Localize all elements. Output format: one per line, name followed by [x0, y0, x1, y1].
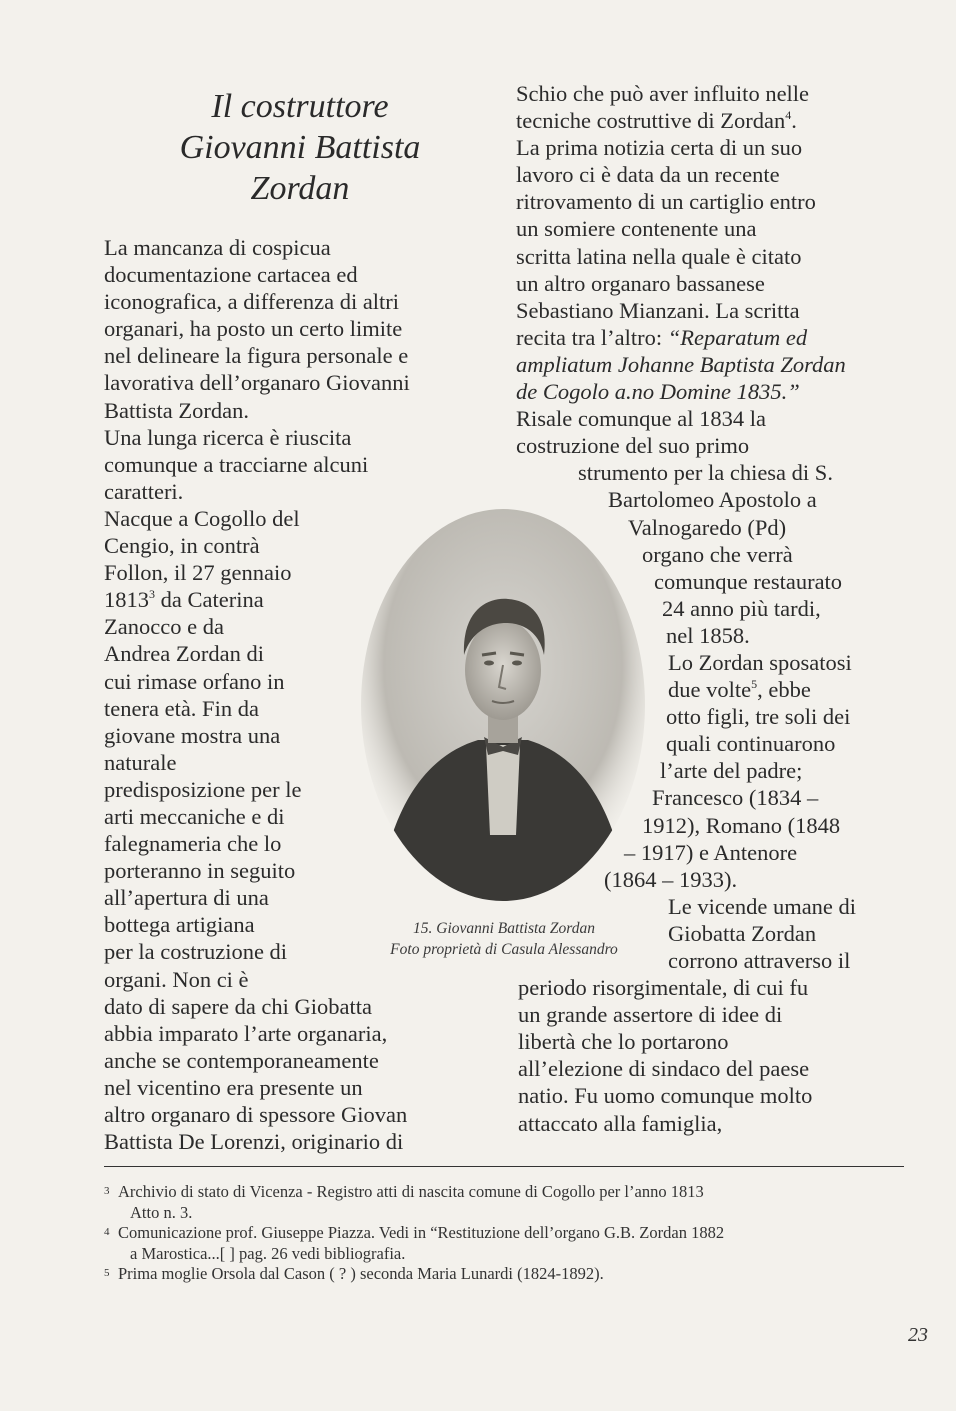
- text-line: Risale comunque al 1834 la: [516, 406, 766, 432]
- footnote-text: Archivio di stato di Vicenza - Registro atti di nascita comune di Cogollo per l’anno 1813: [118, 1182, 704, 1201]
- text-line: periodo risorgimentale, di cui fu: [518, 975, 809, 1001]
- text-line: – 1917) e Antenore: [624, 839, 798, 865]
- text-line: nel 1858.: [666, 622, 750, 648]
- chapter-title: [120, 86, 480, 209]
- text-line: comunque a tracciarne alcuni: [104, 451, 369, 477]
- text-fragment: 1813: [104, 587, 149, 613]
- text-line: organari, ha posto un certo limite: [104, 316, 403, 342]
- text-line: un altro organaro bassanese: [516, 270, 765, 296]
- caption-credit: Foto proprietà di Casula Alessandro: [390, 941, 618, 958]
- latin-quote: “Reparatum ed: [667, 324, 808, 350]
- text-line: dato di sapere da chi Giobatta: [104, 993, 373, 1019]
- text-line: Le vicende umane di: [668, 893, 857, 919]
- footnote: [104, 1264, 904, 1285]
- title-line: Zordan: [250, 170, 350, 207]
- text-line: comunque restaurato: [654, 568, 843, 594]
- text-line: natio. Fu uomo comunque molto: [518, 1083, 813, 1109]
- text-line: falegnameria che lo: [104, 831, 282, 857]
- footnote-number: 4: [104, 1226, 110, 1238]
- text-line: all’elezione di sindaco del paese: [518, 1056, 810, 1082]
- text-line: Sebastiano Mianzani. La scritta: [516, 297, 800, 323]
- text-line: 1912), Romano (1848: [642, 812, 841, 838]
- footnote-divider: [104, 1166, 904, 1167]
- footnote-ref: 3: [149, 587, 155, 602]
- footnote-text: a Marostica...[ ] pag. 26 vedi bibliografia.: [130, 1243, 406, 1263]
- text-line: bottega artigiana: [104, 912, 255, 938]
- text-line: Una lunga ricerca è riuscita: [104, 424, 352, 450]
- footnote-text: Atto n. 3.: [130, 1202, 193, 1222]
- text-line: Cengio, in contrà: [104, 533, 260, 559]
- text-fragment: , ebbe: [757, 677, 811, 703]
- footnote-ref: 4: [785, 108, 792, 123]
- text-line: attaccato alla famiglia,: [518, 1110, 723, 1136]
- text-line: Schio che può aver influito nelle: [516, 81, 810, 106]
- text-line: quali continuarono: [666, 731, 836, 757]
- latin-quote: de Cogolo a.no Domine 1835.”: [516, 379, 800, 405]
- text-line: Bartolomeo Apostolo a: [608, 487, 817, 513]
- text-line: per la costruzione di: [104, 939, 288, 965]
- caption-title: 15. Giovanni Battista Zordan: [413, 920, 595, 937]
- text-line: Battista Zordan.: [104, 397, 249, 423]
- latin-quote: ampliatum Johanne Baptista Zordan: [516, 351, 846, 377]
- text-line: nel delineare la figura personale e: [104, 343, 409, 369]
- text-line: nel vicentino era presente un: [104, 1074, 363, 1100]
- text-line: cui rimase orfano in: [104, 668, 285, 694]
- text-fragment: recita tra l’altro:: [516, 324, 668, 350]
- text-line: Valnogaredo (Pd): [628, 514, 787, 540]
- text-line: Battista De Lorenzi, originario di: [104, 1129, 404, 1155]
- text-line: otto figli, tre soli dei: [666, 704, 851, 730]
- text-line: organo che verrà: [642, 541, 793, 567]
- text-line: Francesco (1834 –: [652, 785, 819, 811]
- text-line: (1864 – 1933).: [604, 866, 738, 892]
- text-line: strumento per la chiesa di S.: [578, 460, 833, 486]
- title-line: Giovanni Battista: [179, 129, 421, 166]
- text-line: l’arte del padre;: [660, 758, 803, 784]
- footnote: [104, 1182, 904, 1223]
- text-line: all’apertura di una: [104, 885, 269, 911]
- text-line: caratteri.: [104, 478, 184, 504]
- text-line: Lo Zordan sposatosi: [668, 649, 852, 675]
- footnote-ref: 5: [751, 677, 758, 692]
- text-line: altro organaro di spessore Giovan: [104, 1102, 408, 1127]
- text-line: iconografica, a differenza di altri: [104, 289, 400, 315]
- text-line: documentazione cartacea ed: [104, 262, 358, 288]
- text-line: [516, 107, 916, 134]
- text-line: un somiere contenente una: [516, 216, 757, 242]
- text-line: naturale: [104, 749, 177, 775]
- text-line: scritta latina nella quale è citato: [516, 243, 802, 269]
- text-line: Follon, il 27 gennaio: [104, 560, 292, 586]
- footnote-number: 3: [104, 1185, 110, 1197]
- footnote-text: Comunicazione prof. Giuseppe Piazza. Vedi in “Restituzione dell’organo G.B. Zordan 1882: [118, 1223, 725, 1242]
- text-line: libertà che lo portarono: [518, 1029, 729, 1055]
- text-line: anche se contemporaneamente: [104, 1047, 379, 1073]
- title-line: Il costruttore: [211, 88, 389, 125]
- text-fragment: .: [791, 108, 797, 134]
- text-line: un grande assertore di idee di: [518, 1002, 783, 1028]
- text-line: La mancanza di cospicua: [104, 235, 331, 260]
- text-line: 24 anno più tardi,: [662, 595, 821, 621]
- text-line: lavorativa dell’organaro Giovanni: [104, 370, 410, 396]
- text-fragment: da Caterina: [160, 587, 264, 613]
- footnote: [104, 1223, 904, 1264]
- text-line: ritrovamento di un cartiglio entro: [516, 189, 816, 215]
- text-line: Zanocco e da: [104, 614, 224, 640]
- footnotes: [104, 1182, 904, 1285]
- footnote-text: Prima moglie Orsola dal Cason ( ? ) seconda Maria Lunardi (1824-1892).: [118, 1264, 604, 1283]
- text-line: lavoro ci è data da un recente: [516, 162, 780, 188]
- text-line: La prima notizia certa di un suo: [516, 135, 803, 161]
- text-line: corrono attraverso il: [668, 948, 851, 973]
- text-line: predisposizione per le: [104, 776, 302, 802]
- text-fragment: tecniche costruttive di Zordan: [516, 108, 786, 134]
- page-number: 23: [908, 1324, 928, 1346]
- text-line: abbia imparato l’arte organaria,: [104, 1020, 388, 1046]
- text-line: costruzione del suo primo: [516, 433, 750, 459]
- text-line: [516, 324, 916, 351]
- photo-caption: [362, 918, 646, 960]
- text-fragment: due volte: [668, 677, 752, 703]
- text-line: tenera età. Fin da: [104, 695, 259, 721]
- portrait-photo: [358, 505, 648, 905]
- text-line: porteranno in seguito: [104, 858, 296, 884]
- text-line: giovane mostra una: [104, 722, 281, 748]
- text-line: organi. Non ci è: [104, 966, 249, 992]
- footnote-number: 5: [104, 1267, 110, 1279]
- text-line: Andrea Zordan di: [104, 641, 264, 667]
- text-line: arti meccaniche e di: [104, 803, 285, 829]
- text-line: Nacque a Cogollo del: [104, 505, 300, 531]
- text-line: Giobatta Zordan: [668, 920, 817, 946]
